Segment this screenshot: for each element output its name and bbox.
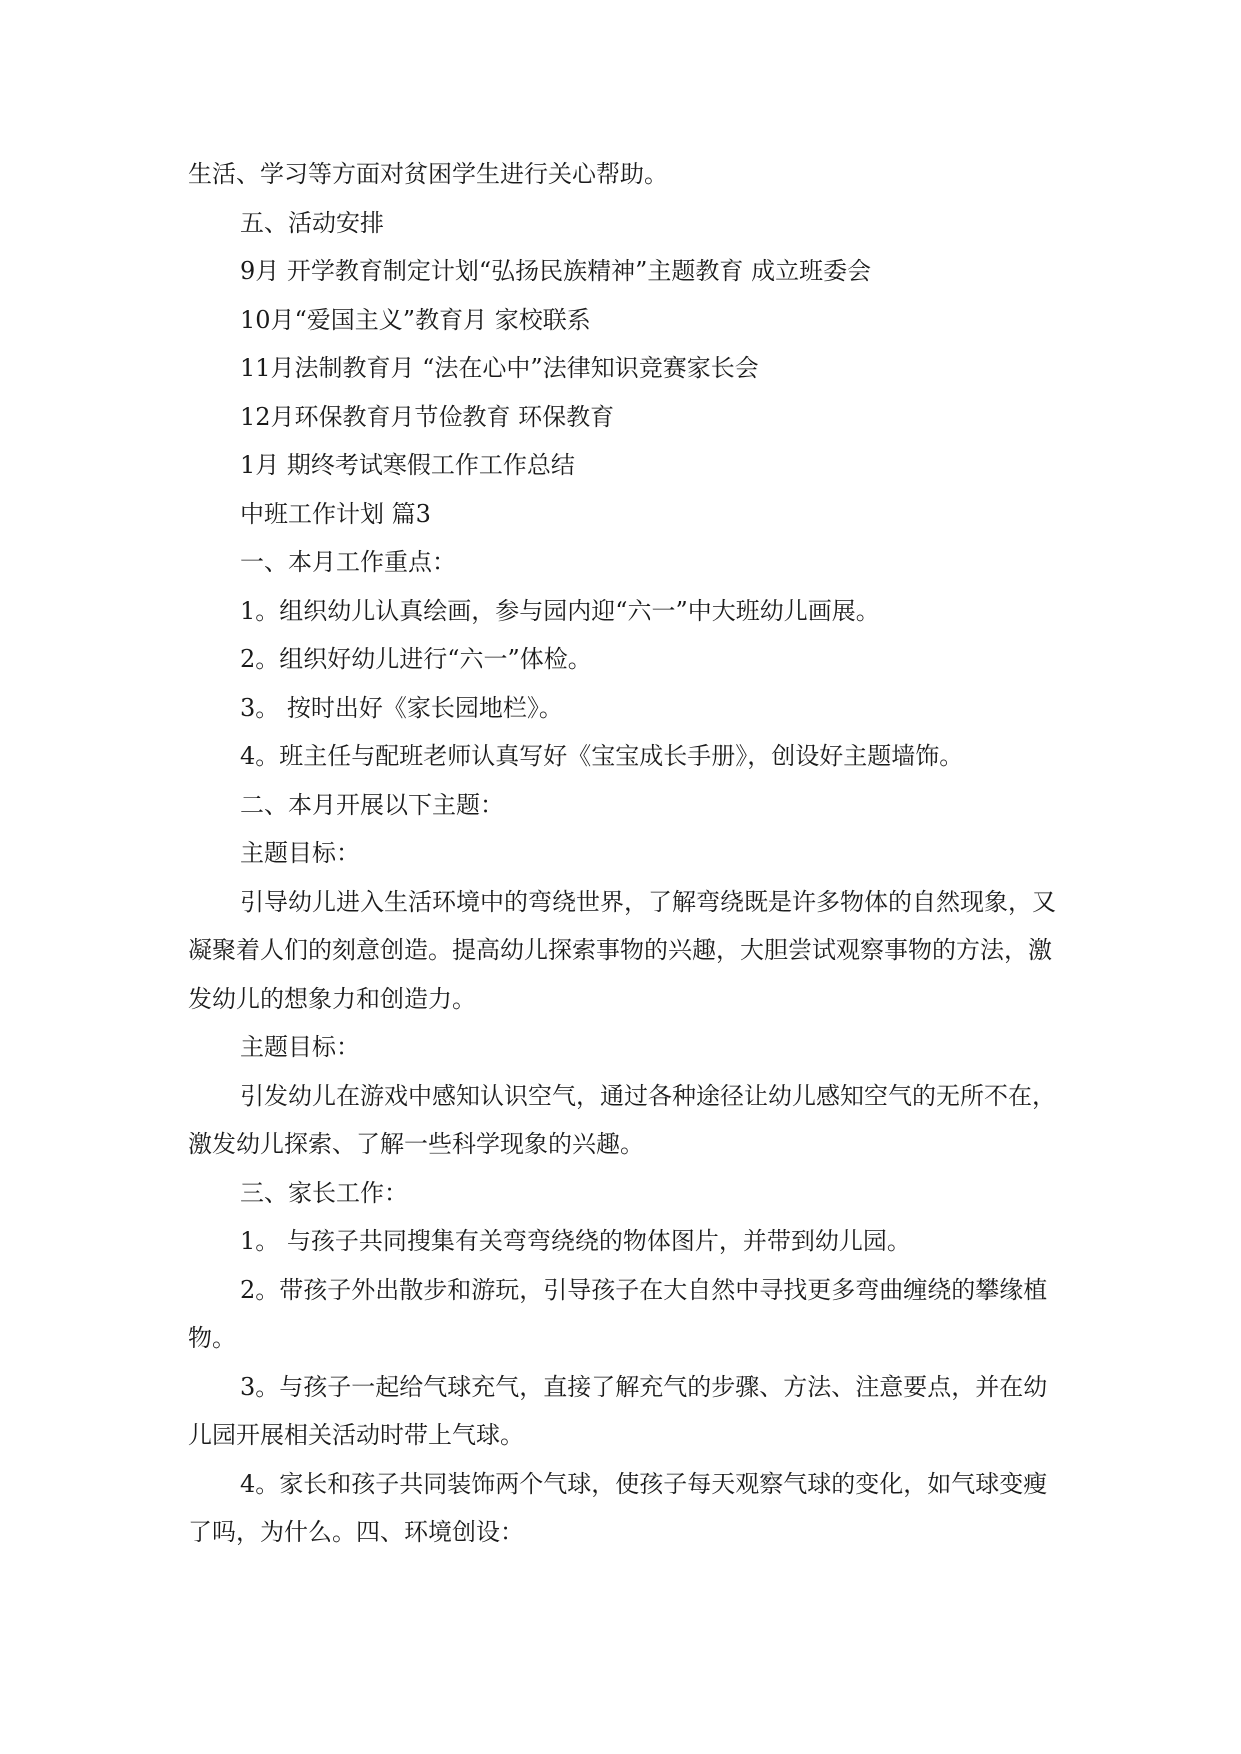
subheading: 主题目标： — [240, 839, 360, 867]
paragraph: 引导幼儿进入生活环境中的弯绕世界，了解弯绕既是许多物体的自然现象，又凝聚着人们的刻意创造。提高幼儿探索事物的兴趣，大胆尝试观察事物的方法，激发幼儿的想象力和创造力。 — [188, 887, 1056, 1013]
list-item: 4。班主任与配班老师认真写好《宝宝成长手册》，创设好主题墙饰。 — [240, 742, 964, 770]
list-item: 3。 按时出好《家长园地栏》。 — [240, 693, 563, 722]
document-section-title: 中班工作计划 篇3 — [240, 499, 431, 528]
list-item: 2。带孩子外出散步和游玩，引导孩子在大自然中寻找更多弯曲缠绕的攀缘植物。 — [188, 1275, 1048, 1352]
paragraph: 生活、学习等方面对贫困学生进行关心帮助。 — [188, 160, 668, 188]
list-item: 1。组织幼儿认真绘画，参与园内迎“六一”中大班幼儿画展。 — [240, 596, 880, 625]
subheading: 主题目标： — [240, 1033, 360, 1061]
list-item: 4。家长和孩子共同装饰两个气球，使孩子每天观察气球的变化，如气球变瘦了吗，为什么。四、环境创设： — [188, 1469, 1048, 1546]
list-item: 2。组织好幼儿进行“六一”体检。 — [240, 645, 592, 673]
schedule-item-january: 1月 期终考试寒假工作工作总结 — [240, 451, 575, 479]
list-item: 3。与孩子一起给气球充气，直接了解充气的步骤、方法、注意要点，并在幼儿园开展相关活动时带上气球。 — [188, 1372, 1048, 1449]
document-body — [188, 150, 1058, 1557]
schedule-item-september: 9月 开学教育制定计划“弘扬民族精神”主题教育 成立班委会 — [240, 257, 872, 285]
section-heading: 二、本月开展以下主题： — [240, 790, 504, 819]
schedule-item-december: 12月环保教育月节俭教育 环保教育 — [240, 402, 615, 431]
paragraph: 引发幼儿在游戏中感知认识空气，通过各种途径让幼儿感知空气的无所不在，激发幼儿探索、了解一些科学现象的兴趣。 — [188, 1081, 1056, 1158]
list-item: 1。 与孩子共同搜集有关弯弯绕绕的物体图片，并带到幼儿园。 — [240, 1227, 911, 1255]
section-heading: 一、本月工作重点： — [240, 548, 456, 576]
section-heading: 五、活动安排 — [240, 208, 384, 237]
schedule-item-october: 10月“爱国主义”教育月 家校联系 — [240, 305, 591, 334]
section-heading: 三、家长工作： — [240, 1178, 408, 1207]
schedule-item-november: 11月法制教育月 “法在心中”法律知识竞赛家长会 — [240, 354, 759, 382]
